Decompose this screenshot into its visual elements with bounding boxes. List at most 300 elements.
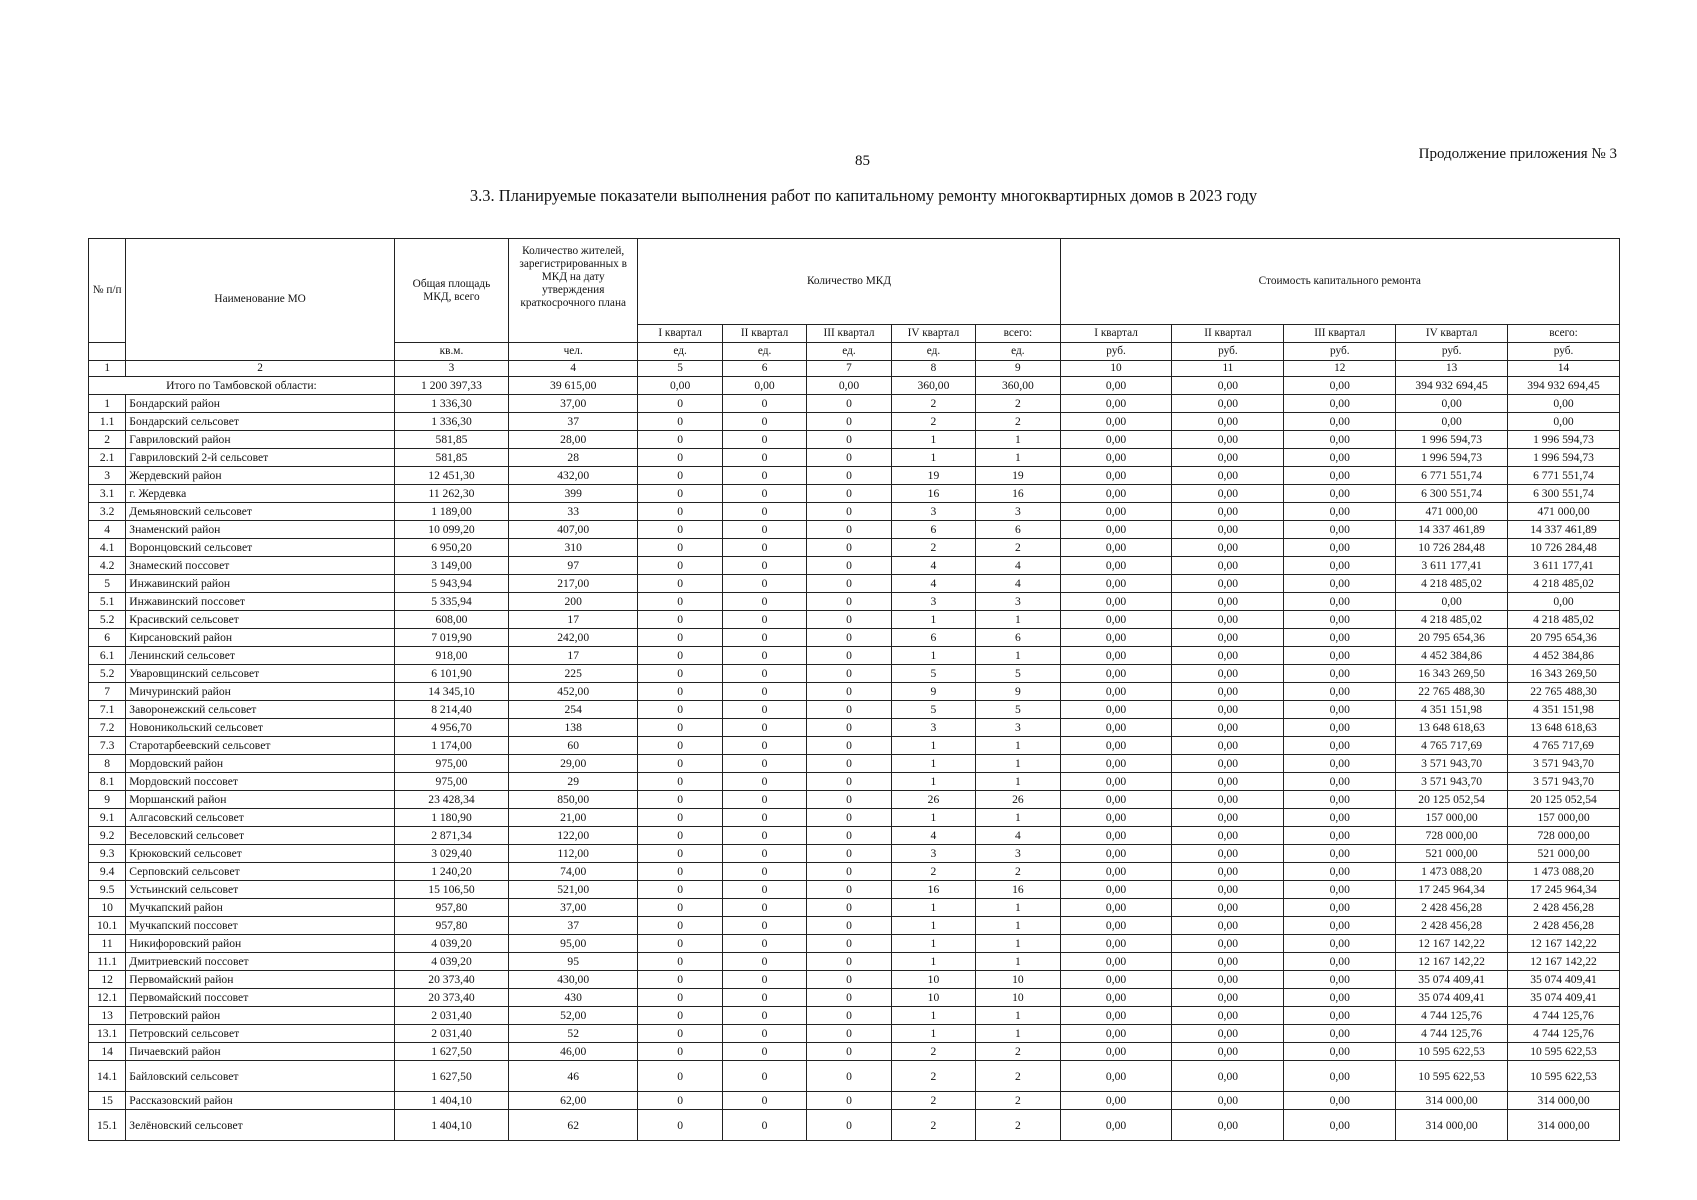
row-mkd-q3: 0: [807, 989, 891, 1007]
row-name: Инжавинский поссовет: [126, 593, 395, 611]
row-cost-total: 10 726 284,48: [1508, 539, 1620, 557]
row-cost-q4: 3 571 943,70: [1396, 755, 1508, 773]
row-num: 11: [89, 935, 126, 953]
row-name: Уваровщинский сельсовет: [126, 665, 395, 683]
row-cost-q4: 0,00: [1396, 593, 1508, 611]
row-cost-q2: 0,00: [1172, 611, 1284, 629]
row-mkd-total: 2: [976, 1110, 1060, 1141]
row-cost-q3: 0,00: [1284, 395, 1396, 413]
row-mkd-q1: 0: [638, 449, 722, 467]
table-row: [89, 1025, 1620, 1043]
row-mkd-q3: 0: [807, 485, 891, 503]
row-mkd-q1: 0: [638, 971, 722, 989]
row-cost-q2: 0,00: [1172, 917, 1284, 935]
table-row: [89, 575, 1620, 593]
row-cost-q2: 0,00: [1172, 701, 1284, 719]
row-mkd-total: 2: [976, 1061, 1060, 1092]
row-cost-q1: 0,00: [1060, 1007, 1172, 1025]
row-mkd-q2: 0: [722, 791, 806, 809]
row-num: 5.2: [89, 611, 126, 629]
row-cost-q3: 0,00: [1284, 593, 1396, 611]
total-mkd-q4: 360,00: [891, 377, 975, 395]
row-cost-q1: 0,00: [1060, 827, 1172, 845]
row-cost-q1: 0,00: [1060, 1043, 1172, 1061]
row-mkd-total: 3: [976, 503, 1060, 521]
row-num: 7: [89, 683, 126, 701]
row-residents: 521,00: [509, 881, 638, 899]
row-mkd-q2: 0: [722, 827, 806, 845]
row-mkd-q2: 0: [722, 449, 806, 467]
row-num: 14.1: [89, 1061, 126, 1092]
row-residents: 452,00: [509, 683, 638, 701]
row-num: 13.1: [89, 1025, 126, 1043]
row-mkd-q3: 0: [807, 1043, 891, 1061]
row-mkd-q3: 0: [807, 467, 891, 485]
row-cost-q2: 0,00: [1172, 521, 1284, 539]
row-num: 12.1: [89, 989, 126, 1007]
table-row: [89, 1092, 1620, 1110]
row-cost-q4: 16 343 269,50: [1396, 665, 1508, 683]
row-cost-q4: 1 473 088,20: [1396, 863, 1508, 881]
row-cost-q3: 0,00: [1284, 611, 1396, 629]
row-residents: 138: [509, 719, 638, 737]
row-mkd-q4: 3: [891, 593, 975, 611]
table-row: [89, 809, 1620, 827]
row-mkd-q2: 0: [722, 593, 806, 611]
row-mkd-q2: 0: [722, 971, 806, 989]
row-name: Рассказовский район: [126, 1092, 395, 1110]
row-mkd-total: 1: [976, 1025, 1060, 1043]
row-cost-total: 20 795 654,36: [1508, 629, 1620, 647]
row-cost-q4: 3 611 177,41: [1396, 557, 1508, 575]
row-cost-q4: 4 452 384,86: [1396, 647, 1508, 665]
table-row: [89, 845, 1620, 863]
row-area: 2 031,40: [394, 1007, 508, 1025]
row-residents: 37,00: [509, 395, 638, 413]
table-row: [89, 467, 1620, 485]
row-name: Веселовский сельсовет: [126, 827, 395, 845]
row-mkd-q4: 2: [891, 395, 975, 413]
row-name: Дмитриевский поссовет: [126, 953, 395, 971]
row-mkd-q3: 0: [807, 539, 891, 557]
row-mkd-q2: 0: [722, 485, 806, 503]
column-number: 9: [976, 361, 1060, 377]
table-row: [89, 1043, 1620, 1061]
unit-count: ед.: [722, 343, 806, 361]
row-cost-q2: 0,00: [1172, 1061, 1284, 1092]
table-row: [89, 917, 1620, 935]
header-mkd-q3: III квартал: [807, 325, 891, 343]
header-residents: Количество жителей, зарегистрированных в МКД на дату утверждения краткосрочного плана: [509, 239, 638, 343]
row-mkd-q2: 0: [722, 611, 806, 629]
row-cost-q3: 0,00: [1284, 431, 1396, 449]
row-cost-q4: 4 218 485,02: [1396, 611, 1508, 629]
table-row: [89, 935, 1620, 953]
column-number: 11: [1172, 361, 1284, 377]
row-residents: 52: [509, 1025, 638, 1043]
table-row: [89, 881, 1620, 899]
table-row: [89, 773, 1620, 791]
total-mkd-q2: 0,00: [722, 377, 806, 395]
row-cost-q4: 0,00: [1396, 413, 1508, 431]
row-mkd-q2: 0: [722, 701, 806, 719]
page-number: 85: [855, 153, 870, 169]
row-cost-q4: 157 000,00: [1396, 809, 1508, 827]
row-cost-q1: 0,00: [1060, 611, 1172, 629]
row-mkd-total: 1: [976, 431, 1060, 449]
row-residents: 217,00: [509, 575, 638, 593]
row-cost-total: 17 245 964,34: [1508, 881, 1620, 899]
row-cost-q4: 4 218 485,02: [1396, 575, 1508, 593]
row-cost-total: 314 000,00: [1508, 1092, 1620, 1110]
row-cost-q2: 0,00: [1172, 1025, 1284, 1043]
row-cost-q3: 0,00: [1284, 575, 1396, 593]
row-name: Петровский сельсовет: [126, 1025, 395, 1043]
row-mkd-q1: 0: [638, 683, 722, 701]
row-name: Жердевский район: [126, 467, 395, 485]
row-mkd-q1: 0: [638, 395, 722, 413]
table-row: [89, 989, 1620, 1007]
row-mkd-total: 16: [976, 881, 1060, 899]
row-cost-q3: 0,00: [1284, 917, 1396, 935]
row-residents: 74,00: [509, 863, 638, 881]
row-mkd-q2: 0: [722, 881, 806, 899]
row-mkd-q3: 0: [807, 755, 891, 773]
row-cost-q1: 0,00: [1060, 521, 1172, 539]
row-mkd-q3: 0: [807, 611, 891, 629]
row-mkd-total: 2: [976, 863, 1060, 881]
row-mkd-total: 10: [976, 989, 1060, 1007]
row-area: 4 956,70: [394, 719, 508, 737]
row-area: 1 336,30: [394, 395, 508, 413]
row-mkd-q3: 0: [807, 971, 891, 989]
total-mkd-q3: 0,00: [807, 377, 891, 395]
header-cost-q1: I квартал: [1060, 325, 1172, 343]
row-residents: 254: [509, 701, 638, 719]
column-number: 4: [509, 361, 638, 377]
row-residents: 46: [509, 1061, 638, 1092]
row-mkd-q1: 0: [638, 485, 722, 503]
row-cost-q3: 0,00: [1284, 503, 1396, 521]
row-name: Петровский район: [126, 1007, 395, 1025]
row-cost-q3: 0,00: [1284, 467, 1396, 485]
row-mkd-q3: 0: [807, 1061, 891, 1092]
row-name: Крюковский сельсовет: [126, 845, 395, 863]
row-name: Кирсановский район: [126, 629, 395, 647]
row-residents: 432,00: [509, 467, 638, 485]
total-label: Итого по Тамбовской области:: [89, 377, 395, 395]
row-cost-q1: 0,00: [1060, 917, 1172, 935]
row-area: 6 101,90: [394, 665, 508, 683]
row-name: г. Жердевка: [126, 485, 395, 503]
row-cost-total: 3 611 177,41: [1508, 557, 1620, 575]
document-title: 3.3. Планируемые показатели выполнения работ по капитальному ремонту многоквартирных домов в 2023 году: [469, 186, 1258, 205]
table-row: [89, 647, 1620, 665]
row-cost-q2: 0,00: [1172, 1043, 1284, 1061]
row-mkd-q2: 0: [722, 1025, 806, 1043]
row-mkd-q1: 0: [638, 539, 722, 557]
row-mkd-q1: 0: [638, 431, 722, 449]
row-residents: 95: [509, 953, 638, 971]
row-num: 1.1: [89, 413, 126, 431]
appendix-label: Продолжение приложения № 3: [1418, 146, 1617, 162]
row-mkd-q3: 0: [807, 431, 891, 449]
row-mkd-q1: 0: [638, 503, 722, 521]
row-mkd-q4: 1: [891, 773, 975, 791]
row-mkd-total: 4: [976, 575, 1060, 593]
row-mkd-q1: 0: [638, 899, 722, 917]
column-number: 10: [1060, 361, 1172, 377]
row-area: 8 214,40: [394, 701, 508, 719]
row-cost-total: 2 428 456,28: [1508, 899, 1620, 917]
row-mkd-q4: 4: [891, 827, 975, 845]
row-mkd-q4: 10: [891, 989, 975, 1007]
row-mkd-q4: 2: [891, 863, 975, 881]
row-mkd-q4: 3: [891, 503, 975, 521]
row-mkd-q1: 0: [638, 755, 722, 773]
row-mkd-q4: 16: [891, 881, 975, 899]
row-cost-q1: 0,00: [1060, 1092, 1172, 1110]
row-mkd-q4: 6: [891, 629, 975, 647]
row-cost-q3: 0,00: [1284, 647, 1396, 665]
row-area: 5 943,94: [394, 575, 508, 593]
table-row: [89, 665, 1620, 683]
row-mkd-q2: 0: [722, 845, 806, 863]
row-area: 581,85: [394, 431, 508, 449]
row-num: 6: [89, 629, 126, 647]
row-cost-q2: 0,00: [1172, 755, 1284, 773]
row-mkd-q3: 0: [807, 881, 891, 899]
row-mkd-total: 1: [976, 737, 1060, 755]
table-row: [89, 1007, 1620, 1025]
row-name: Устьинский сельсовет: [126, 881, 395, 899]
table-row: [89, 629, 1620, 647]
row-cost-q1: 0,00: [1060, 539, 1172, 557]
row-cost-total: 12 167 142,22: [1508, 935, 1620, 953]
row-mkd-q1: 0: [638, 557, 722, 575]
row-cost-q2: 0,00: [1172, 593, 1284, 611]
row-cost-q4: 14 337 461,89: [1396, 521, 1508, 539]
row-mkd-total: 10: [976, 971, 1060, 989]
row-mkd-total: 3: [976, 845, 1060, 863]
row-mkd-q3: 0: [807, 1110, 891, 1141]
row-name: Ленинский сельсовет: [126, 647, 395, 665]
row-name: Демьяновский сельсовет: [126, 503, 395, 521]
row-mkd-q1: 0: [638, 467, 722, 485]
row-cost-q2: 0,00: [1172, 971, 1284, 989]
row-residents: 399: [509, 485, 638, 503]
row-area: 7 019,90: [394, 629, 508, 647]
row-cost-q3: 0,00: [1284, 521, 1396, 539]
column-number: 6: [722, 361, 806, 377]
row-num: 10.1: [89, 917, 126, 935]
row-num: 8: [89, 755, 126, 773]
row-cost-total: 35 074 409,41: [1508, 989, 1620, 1007]
row-num: 4.2: [89, 557, 126, 575]
row-mkd-total: 4: [976, 557, 1060, 575]
row-name: Мичуринский район: [126, 683, 395, 701]
row-num: 9.4: [89, 863, 126, 881]
row-cost-q3: 0,00: [1284, 413, 1396, 431]
row-cost-q2: 0,00: [1172, 1110, 1284, 1141]
row-mkd-q4: 2: [891, 539, 975, 557]
row-name: Бондарский сельсовет: [126, 413, 395, 431]
table-row: [89, 737, 1620, 755]
row-mkd-q2: 0: [722, 755, 806, 773]
row-cost-q1: 0,00: [1060, 719, 1172, 737]
row-cost-q1: 0,00: [1060, 701, 1172, 719]
row-mkd-q4: 1: [891, 899, 975, 917]
row-cost-q3: 0,00: [1284, 737, 1396, 755]
row-mkd-total: 1: [976, 899, 1060, 917]
unit-count: ед.: [891, 343, 975, 361]
table-row: [89, 1110, 1620, 1141]
row-mkd-q3: 0: [807, 899, 891, 917]
row-mkd-total: 6: [976, 521, 1060, 539]
row-residents: 17: [509, 647, 638, 665]
row-area: 14 345,10: [394, 683, 508, 701]
column-number: 12: [1284, 361, 1396, 377]
row-area: 1 240,20: [394, 863, 508, 881]
row-num: 5.1: [89, 593, 126, 611]
row-mkd-q2: 0: [722, 395, 806, 413]
row-area: 957,80: [394, 917, 508, 935]
row-cost-q1: 0,00: [1060, 449, 1172, 467]
row-cost-q1: 0,00: [1060, 413, 1172, 431]
row-area: 15 106,50: [394, 881, 508, 899]
row-area: 4 039,20: [394, 953, 508, 971]
row-cost-q1: 0,00: [1060, 881, 1172, 899]
row-mkd-q3: 0: [807, 503, 891, 521]
column-number: 8: [891, 361, 975, 377]
row-cost-total: 4 765 717,69: [1508, 737, 1620, 755]
row-mkd-total: 5: [976, 701, 1060, 719]
row-residents: 430: [509, 989, 638, 1007]
row-mkd-q4: 2: [891, 1061, 975, 1092]
row-mkd-q3: 0: [807, 557, 891, 575]
table-row: [89, 521, 1620, 539]
row-cost-q3: 0,00: [1284, 539, 1396, 557]
row-cost-q3: 0,00: [1284, 899, 1396, 917]
row-mkd-q4: 2: [891, 413, 975, 431]
row-residents: 310: [509, 539, 638, 557]
row-cost-q1: 0,00: [1060, 431, 1172, 449]
row-cost-total: 20 125 052,54: [1508, 791, 1620, 809]
row-num: 8.1: [89, 773, 126, 791]
row-mkd-q2: 0: [722, 629, 806, 647]
row-mkd-q3: 0: [807, 827, 891, 845]
unit-rub: руб.: [1508, 343, 1620, 361]
row-cost-q3: 0,00: [1284, 701, 1396, 719]
table-row: [89, 755, 1620, 773]
total-cost-q3: 0,00: [1284, 377, 1396, 395]
row-area: 581,85: [394, 449, 508, 467]
row-cost-q4: 12 167 142,22: [1396, 935, 1508, 953]
row-mkd-q4: 4: [891, 575, 975, 593]
row-mkd-q2: 0: [722, 647, 806, 665]
row-cost-total: 157 000,00: [1508, 809, 1620, 827]
row-num: 10: [89, 899, 126, 917]
row-mkd-q1: 0: [638, 701, 722, 719]
row-cost-q3: 0,00: [1284, 773, 1396, 791]
row-cost-q1: 0,00: [1060, 845, 1172, 863]
table-row: [89, 557, 1620, 575]
unit-rub: руб.: [1172, 343, 1284, 361]
row-residents: 62: [509, 1110, 638, 1141]
row-area: 4 039,20: [394, 935, 508, 953]
row-residents: 225: [509, 665, 638, 683]
row-cost-q1: 0,00: [1060, 791, 1172, 809]
row-area: 2 871,34: [394, 827, 508, 845]
row-cost-total: 6 771 551,74: [1508, 467, 1620, 485]
row-mkd-q1: 0: [638, 1092, 722, 1110]
row-area: 11 262,30: [394, 485, 508, 503]
row-mkd-q1: 0: [638, 809, 722, 827]
row-mkd-q2: 0: [722, 863, 806, 881]
row-cost-q4: 521 000,00: [1396, 845, 1508, 863]
row-cost-q4: 10 595 622,53: [1396, 1061, 1508, 1092]
row-num: 13: [89, 1007, 126, 1025]
row-mkd-q3: 0: [807, 719, 891, 737]
row-name: Мордовский поссовет: [126, 773, 395, 791]
row-cost-q1: 0,00: [1060, 485, 1172, 503]
row-name: Никифоровский район: [126, 935, 395, 953]
table-row: [89, 683, 1620, 701]
row-mkd-q3: 0: [807, 395, 891, 413]
row-cost-q3: 0,00: [1284, 629, 1396, 647]
row-cost-q4: 0,00: [1396, 395, 1508, 413]
row-mkd-total: 1: [976, 935, 1060, 953]
row-cost-q3: 0,00: [1284, 1092, 1396, 1110]
row-cost-q4: 4 744 125,76: [1396, 1007, 1508, 1025]
row-cost-q1: 0,00: [1060, 737, 1172, 755]
row-mkd-q2: 0: [722, 539, 806, 557]
row-area: 1 180,90: [394, 809, 508, 827]
row-area: 2 031,40: [394, 1025, 508, 1043]
row-name: Пичаевский район: [126, 1043, 395, 1061]
row-mkd-q3: 0: [807, 809, 891, 827]
header-cost-group: Стоимость капитального ремонта: [1060, 239, 1619, 325]
row-cost-q2: 0,00: [1172, 629, 1284, 647]
row-mkd-q2: 0: [722, 809, 806, 827]
row-cost-q2: 0,00: [1172, 413, 1284, 431]
row-cost-q4: 35 074 409,41: [1396, 989, 1508, 1007]
row-mkd-total: 1: [976, 611, 1060, 629]
unit-rub: руб.: [1284, 343, 1396, 361]
row-cost-q1: 0,00: [1060, 683, 1172, 701]
row-residents: 97: [509, 557, 638, 575]
row-cost-q4: 4 744 125,76: [1396, 1025, 1508, 1043]
row-mkd-q1: 0: [638, 665, 722, 683]
row-cost-q2: 0,00: [1172, 449, 1284, 467]
row-cost-q2: 0,00: [1172, 557, 1284, 575]
row-mkd-q2: 0: [722, 1092, 806, 1110]
row-area: 1 189,00: [394, 503, 508, 521]
row-name: Заворонежский сельсовет: [126, 701, 395, 719]
row-mkd-total: 2: [976, 413, 1060, 431]
row-cost-q2: 0,00: [1172, 539, 1284, 557]
row-name: Мучкапский поссовет: [126, 917, 395, 935]
row-mkd-q3: 0: [807, 863, 891, 881]
row-residents: 29: [509, 773, 638, 791]
row-area: 957,80: [394, 899, 508, 917]
row-residents: 46,00: [509, 1043, 638, 1061]
row-mkd-total: 1: [976, 755, 1060, 773]
column-number: 5: [638, 361, 722, 377]
row-area: 975,00: [394, 773, 508, 791]
row-cost-q2: 0,00: [1172, 773, 1284, 791]
row-mkd-q3: 0: [807, 593, 891, 611]
